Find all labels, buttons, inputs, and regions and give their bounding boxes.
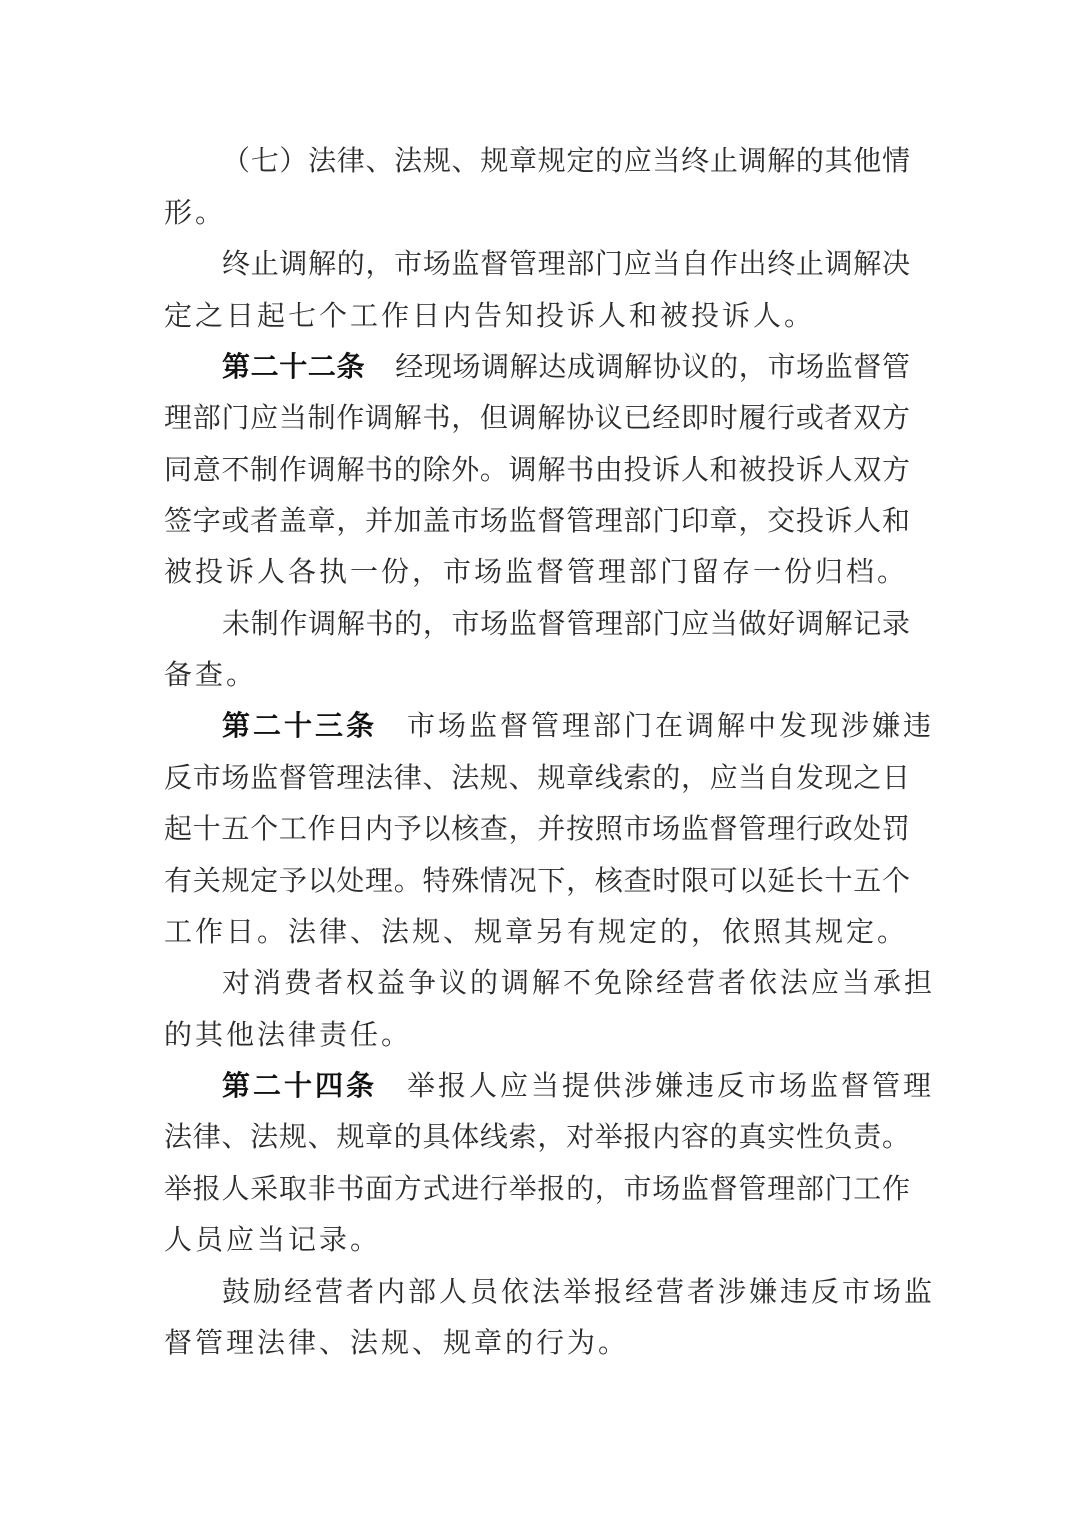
paragraph-line: 被投诉人各执一份，市场监督管理部门留存一份归档。: [164, 555, 909, 588]
article-24-line: [222, 1066, 934, 1106]
paragraph-text: 市场监督管理部门在调解中发现涉嫌违: [407, 709, 935, 742]
paragraph-line: 工作日。法律、法规、规章另有规定的，依照其规定。: [164, 915, 909, 948]
paragraph-line: （七）法律、法规、规章规定的应当终止调解的其他情: [222, 144, 910, 177]
paragraph-text: 举报人应当提供涉嫌违反市场监督管理: [407, 1069, 935, 1102]
paragraph-line: 签字或者盖章，并加盖市场监督管理部门印章，交投诉人和: [164, 504, 910, 537]
paragraph-line: 法律、法规、规章的具体线索，对举报内容的真实性负责。: [164, 1120, 910, 1153]
paragraph-line: 鼓励经营者内部人员依法举报经营者涉嫌违反市场监: [222, 1275, 936, 1308]
paragraph-line: 起十五个工作日内予以核查，并按照市场监督管理行政处罚: [164, 812, 910, 845]
article-23-label: 第二十三条: [222, 709, 378, 742]
paragraph-line: 终止调解的，市场监督管理部门应当自作出终止调解决: [222, 247, 910, 280]
paragraph-line: 的其他法律责任。: [164, 1018, 413, 1051]
paragraph-line: 形。: [164, 196, 227, 229]
paragraph-line: 备查。: [164, 658, 258, 691]
article-22-label: 第二十二条: [222, 350, 366, 383]
paragraph-text: 经现场调解达成调解协议的，市场监督管: [395, 350, 910, 383]
paragraph-line: 有关规定予以处理。特殊情况下，核查时限可以延长十五个: [164, 864, 910, 897]
article-23-line: [222, 706, 934, 746]
paragraph-line: 举报人采取非书面方式进行举报的，市场监督管理部门工作: [164, 1172, 910, 1205]
paragraph-line: 对消费者权益争议的调解不免除经营者依法应当承担: [222, 966, 936, 999]
article-24-label: 第二十四条: [222, 1069, 378, 1102]
paragraph-line: 定之日起七个工作日内告知投诉人和被投诉人。: [164, 299, 816, 332]
paragraph-line: 人员应当记录。: [164, 1223, 382, 1256]
paragraph-line: 督管理法律、法规、规章的行为。: [164, 1326, 630, 1359]
paragraph-line: 同意不制作调解书的除外。调解书由投诉人和被投诉人双方: [164, 453, 910, 486]
paragraph-line: 反市场监督管理法律、法规、规章线索的，应当自发现之日: [164, 761, 910, 794]
paragraph-line: 理部门应当制作调解书，但调解协议已经即时履行或者双方: [164, 401, 910, 434]
paragraph-line: 未制作调解书的，市场监督管理部门应当做好调解记录: [222, 607, 910, 640]
article-22-line: [222, 347, 910, 387]
